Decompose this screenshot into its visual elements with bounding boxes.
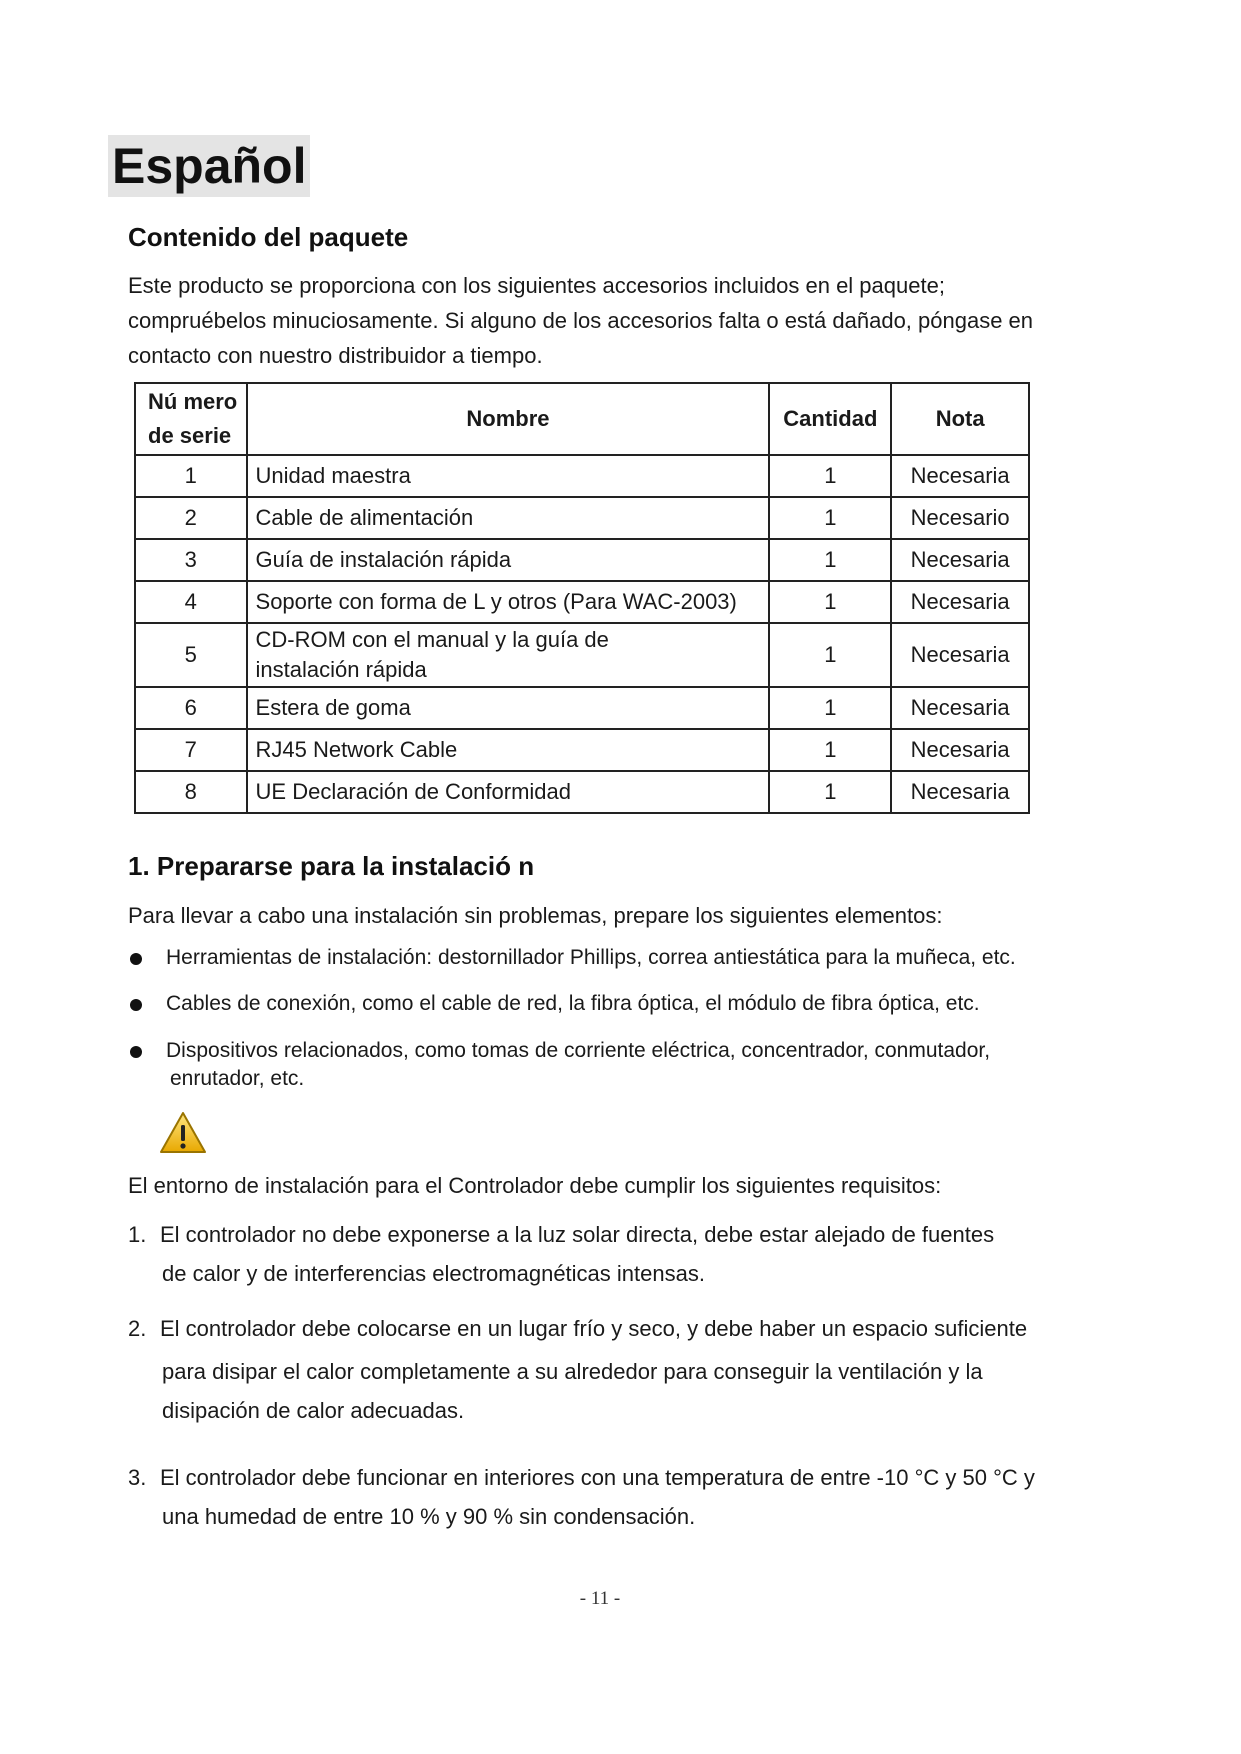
package-intro-line: Este producto se proporciona con los siguientes accesorios incluidos en el paquete; [128, 273, 945, 298]
cell-number: 3 [135, 539, 247, 581]
cell-quantity: 1 [769, 623, 891, 687]
cell-name: UE Declaración de Conformidad [247, 771, 770, 813]
item-text: El controlador no debe exponerse a la luz solar directa, debe estar alejado de fuentes [160, 1222, 995, 1247]
item-number: 1. [128, 1222, 147, 1247]
package-intro-line: contacto con nuestro distribuidor a tiempo. [128, 343, 543, 368]
environment-intro: El entorno de instalación para el Controlador debe cumplir los siguientes requisitos: [128, 1173, 942, 1198]
cell-note: Necesaria [891, 623, 1029, 687]
bullet-dot [130, 953, 142, 965]
table-row [135, 687, 1029, 729]
package-contents-heading: Contenido del paquete [128, 222, 409, 252]
table-row [135, 455, 1029, 497]
warning-triangle-icon [158, 1110, 208, 1156]
item-text: disipación de calor adecuadas. [162, 1398, 465, 1423]
bullet-text: Cables de conexión, como el cable de red, la fibra óptica, el módulo de fibra óptica, etc. [166, 992, 980, 1015]
item-number: 3. [128, 1465, 147, 1490]
cell-name: Guía de instalación rápida [247, 539, 770, 581]
cell-number: 7 [135, 729, 247, 771]
page-number: - 11 - [579, 1588, 621, 1609]
item-number: 2. [128, 1316, 147, 1341]
header-note: Nota [891, 383, 1029, 455]
language-title: Español [108, 135, 310, 197]
cell-note: Necesario [891, 497, 1029, 539]
cell-name: Unidad maestra [247, 455, 770, 497]
cell-number: 6 [135, 687, 247, 729]
table-row [135, 729, 1029, 771]
cell-quantity: 1 [769, 497, 891, 539]
package-contents-table [134, 382, 1030, 814]
bullet-text: Herramientas de instalación: destornillador Phillips, correa antiestática para la muñeca, etc. [166, 946, 1016, 969]
header-serial-number: Nú mero de serie [135, 383, 247, 455]
item-text: de calor y de interferencias electromagnéticas intensas. [162, 1261, 705, 1286]
list-item [128, 1222, 1088, 1302]
cell-name: Cable de alimentación [247, 497, 770, 539]
cell-number: 2 [135, 497, 247, 539]
item-text: El controlador debe funcionar en interiores con una temperatura de entre -10 °C y 50 °C y [160, 1465, 1035, 1490]
header-quantity: Cantidad [769, 383, 891, 455]
cell-name: Estera de goma [247, 687, 770, 729]
list-item [128, 1316, 1088, 1436]
item-text: para disipar el calor completamente a su alrededor para conseguir la ventilación y la [162, 1359, 983, 1384]
cell-quantity: 1 [769, 687, 891, 729]
bullet-text: Dispositivos relacionados, como tomas de corriente eléctrica, concentrador, conmutador, enrutador, etc. [166, 1039, 991, 1090]
cell-name: RJ45 Network Cable [247, 729, 770, 771]
prepare-intro: Para llevar a cabo una instalación sin problemas, prepare los siguientes elementos: [128, 903, 943, 928]
bullet-dot [130, 999, 142, 1011]
table-row [135, 497, 1029, 539]
table-header-row [135, 383, 1029, 455]
cell-number: 5 [135, 623, 247, 687]
cell-quantity: 1 [769, 729, 891, 771]
table-row [135, 771, 1029, 813]
prepare-installation-heading: 1. Prepararse para la instalació n [128, 851, 535, 881]
cell-note: Necesaria [891, 729, 1029, 771]
bullet-dot [130, 1046, 142, 1058]
cell-number: 4 [135, 581, 247, 623]
list-item [128, 1465, 1088, 1545]
cell-note: Necesaria [891, 455, 1029, 497]
table-row [135, 581, 1029, 623]
cell-number: 1 [135, 455, 247, 497]
cell-quantity: 1 [769, 455, 891, 497]
table-row [135, 623, 1029, 687]
cell-name: Soporte con forma de L y otros (Para WAC-2003) [247, 581, 770, 623]
cell-quantity: 1 [769, 771, 891, 813]
cell-note: Necesaria [891, 687, 1029, 729]
item-text: una humedad de entre 10 % y 90 % sin condensación. [162, 1504, 696, 1529]
cell-number: 8 [135, 771, 247, 813]
cell-name: CD-ROM con el manual y la guía de instalación rápida [247, 623, 770, 687]
cell-note: Necesaria [891, 539, 1029, 581]
item-text: El controlador debe colocarse en un lugar frío y seco, y debe haber un espacio suficiente [160, 1316, 1028, 1341]
package-intro [128, 268, 1088, 373]
cell-quantity: 1 [769, 539, 891, 581]
cell-quantity: 1 [769, 581, 891, 623]
package-intro-line: compruébelos minuciosamente. Si alguno de los accesorios falta o está dañado, póngase en [128, 308, 1034, 333]
table-row [135, 539, 1029, 581]
header-name: Nombre [247, 383, 770, 455]
cell-note: Necesaria [891, 771, 1029, 813]
cell-note: Necesaria [891, 581, 1029, 623]
